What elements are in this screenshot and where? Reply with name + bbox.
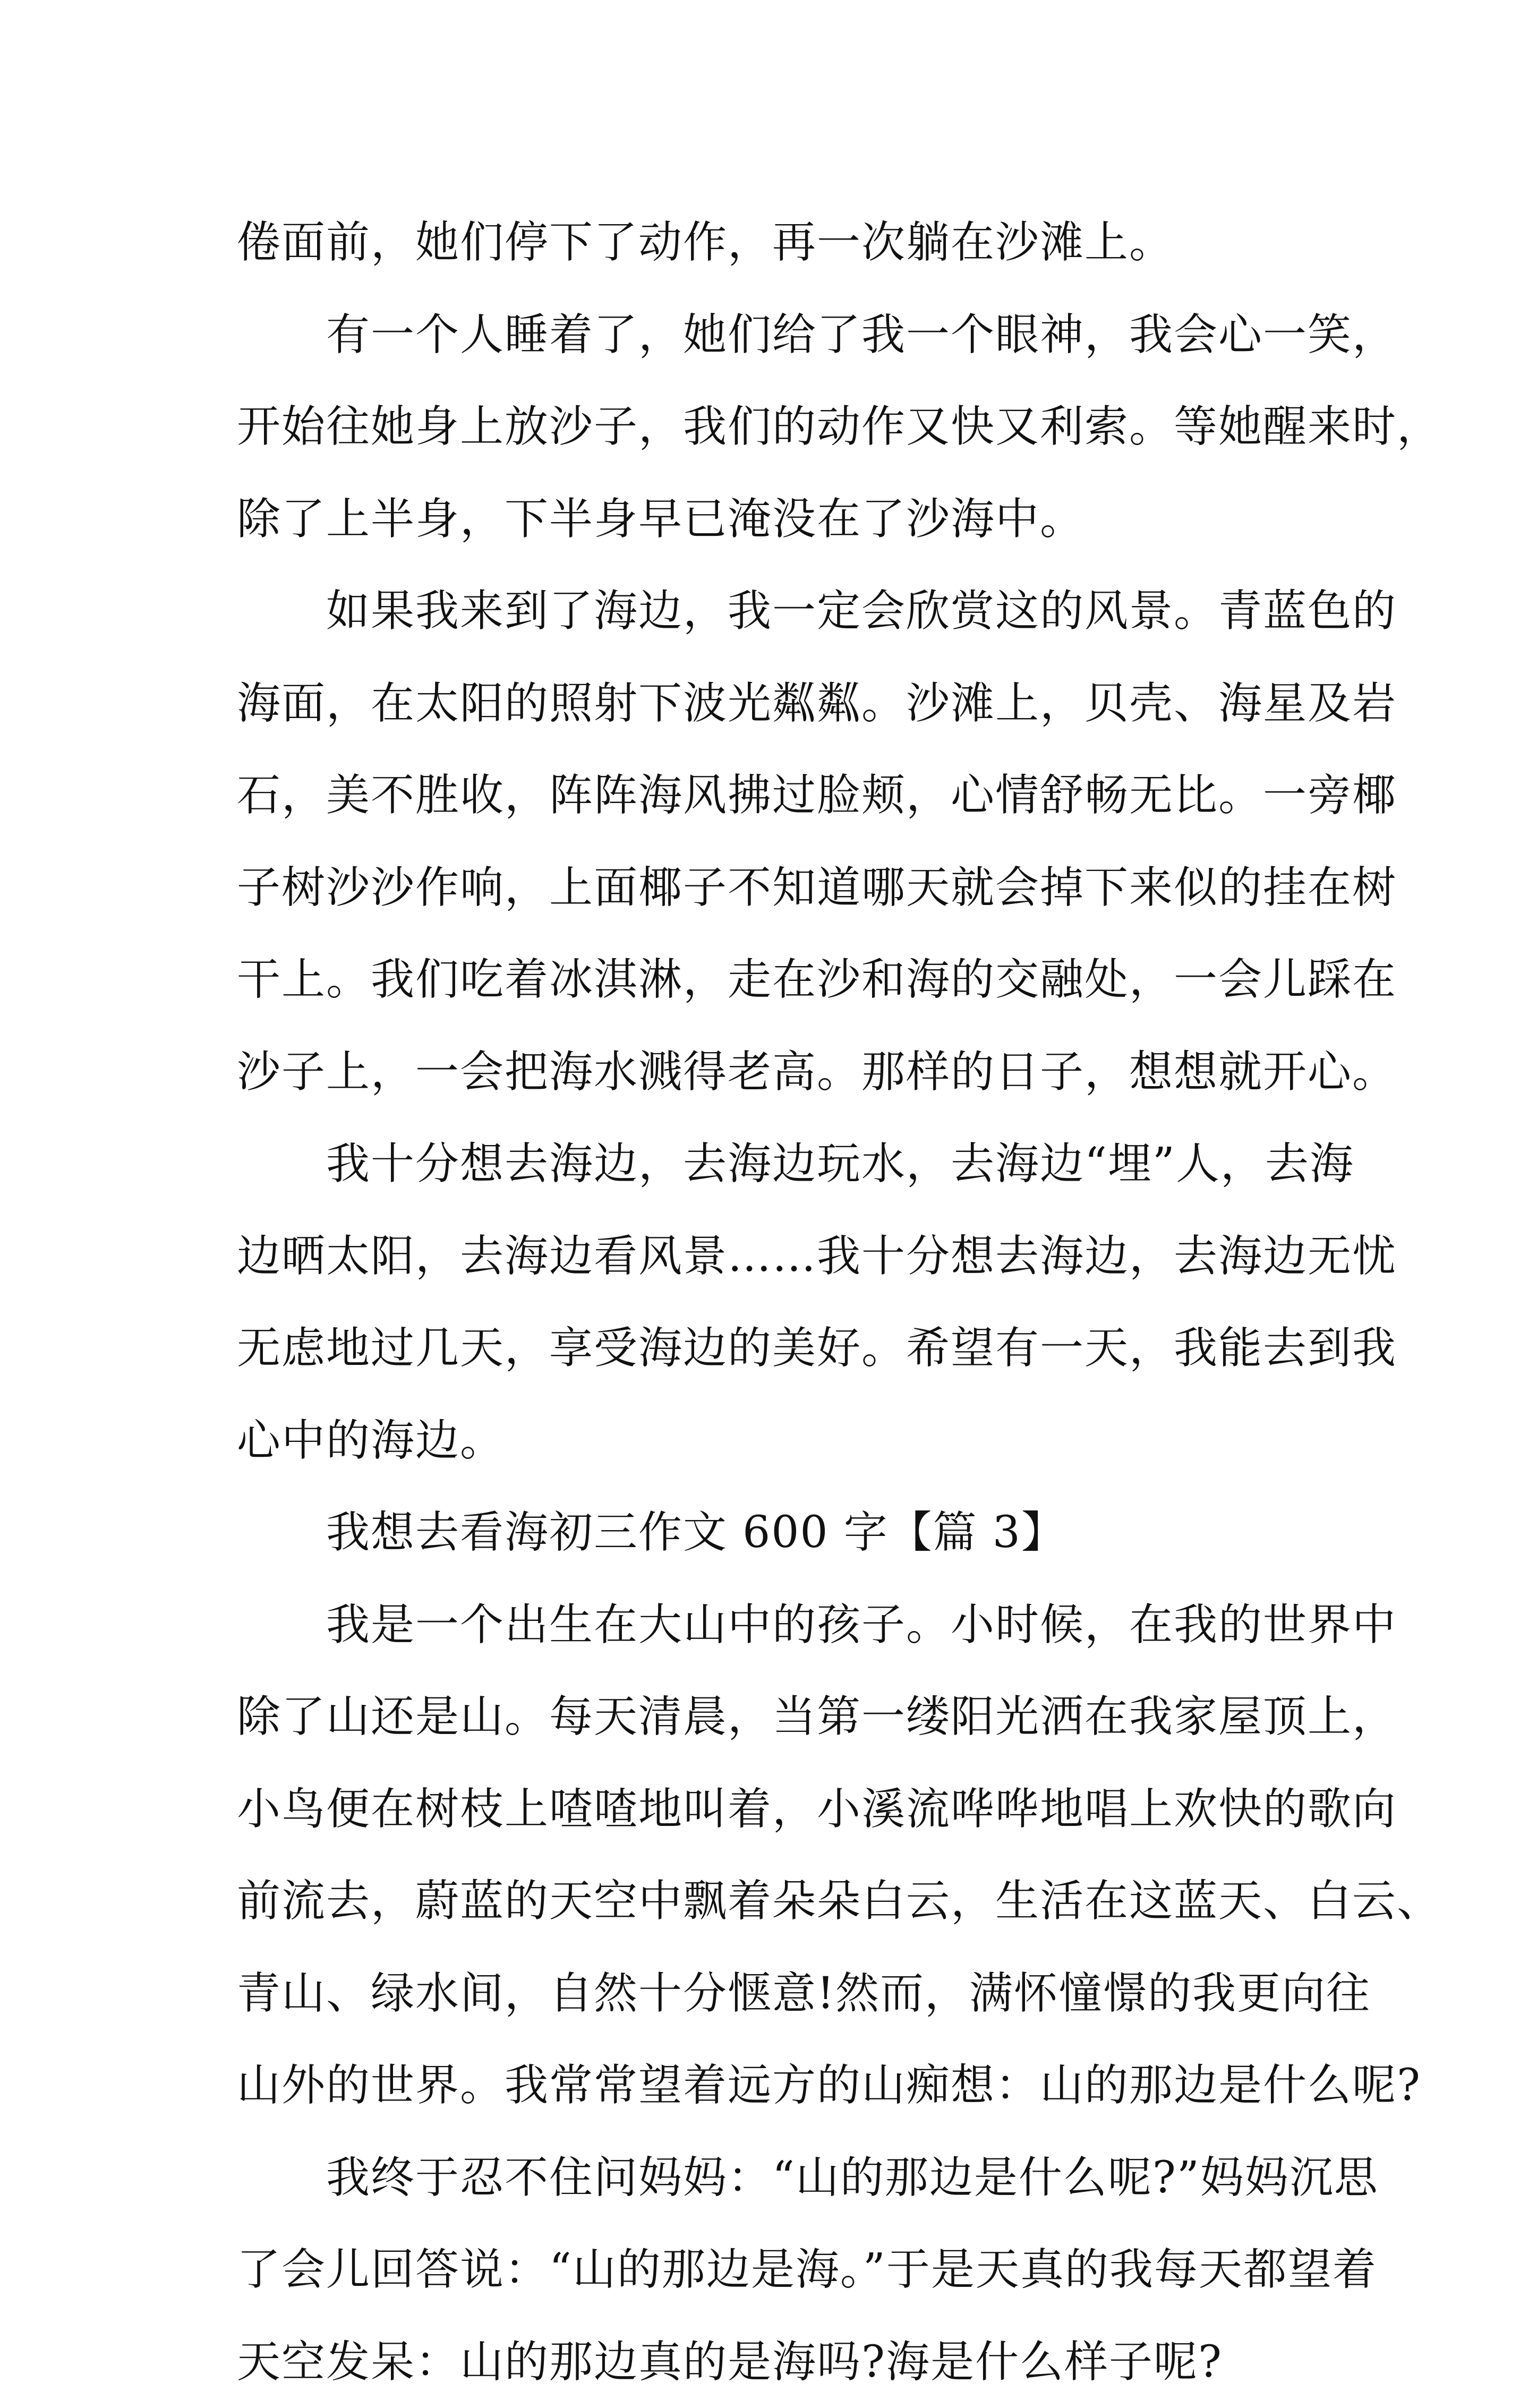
- section-heading: 我想去看海初三作文 600 字【篇 3】: [237, 1487, 1326, 1579]
- paragraph-start-line: 我十分想去海边，去海边玩水，去海边“埋”人，去海: [237, 1118, 1326, 1210]
- text-line: 子树沙沙作响，上面椰子不知道哪天就会掉下来似的挂在树: [237, 842, 1326, 934]
- text-line: 倦面前，她们停下了动作，再一次躺在沙滩上。: [237, 197, 1326, 289]
- text-line: 无虑地过几天，享受海边的美好。希望有一天，我能去到我: [237, 1302, 1326, 1395]
- paragraph-start-line: 我终于忍不住问妈妈：“山的那边是什么呢?”妈妈沉思: [237, 2132, 1326, 2224]
- text-line: 除了上半身，下半身早已淹没在了沙海中。: [237, 473, 1326, 566]
- text-line: 天空发呆：山的那边真的是海吗?海是什么样子呢?: [237, 2316, 1326, 2408]
- text-line: 边晒太阳，去海边看风景……我十分想去海边，去海边无忧: [237, 1210, 1326, 1303]
- text-line: 沙子上，一会把海水溅得老高。那样的日子，想想就开心。: [237, 1026, 1326, 1118]
- text-line: 开始往她身上放沙子，我们的动作又快又利索。等她醒来时，: [237, 381, 1326, 473]
- text-line: 干上。我们吃着冰淇淋，走在沙和海的交融处，一会儿踩在: [237, 934, 1326, 1026]
- text-line: 青山、绿水间，自然十分惬意!然而，满怀憧憬的我更向往: [237, 1948, 1326, 2040]
- text-line: 前流去，蔚蓝的天空中飘着朵朵白云，生活在这蓝天、白云、: [237, 1855, 1326, 1948]
- paragraph-start-line: 我是一个出生在大山中的孩子。小时候，在我的世界中: [237, 1579, 1326, 1671]
- text-line: 除了山还是山。每天清晨，当第一缕阳光洒在我家屋顶上，: [237, 1671, 1326, 1763]
- text-line: 山外的世界。我常常望着远方的山痴想：山的那边是什么呢?: [237, 2039, 1326, 2132]
- paragraph-start-line: 如果我来到了海边，我一定会欣赏这的风景。青蓝色的: [237, 565, 1326, 657]
- text-line: 海面，在太阳的照射下波光粼粼。沙滩上，贝壳、海星及岩: [237, 657, 1326, 750]
- text-line: 小鸟便在树枝上喳喳地叫着，小溪流哗哗地唱上欢快的歌向: [237, 1763, 1326, 1856]
- text-line: 了会儿回答说：“山的那边是海。”于是天真的我每天都望着: [237, 2224, 1326, 2316]
- text-line: 石，美不胜收，阵阵海风拂过脸颊，心情舒畅无比。一旁椰: [237, 749, 1326, 842]
- text-line: 心中的海边。: [237, 1395, 1326, 1487]
- document-body: [237, 197, 1326, 2408]
- paragraph-start-line: 有一个人睡着了，她们给了我一个眼神，我会心一笑，: [237, 289, 1326, 381]
